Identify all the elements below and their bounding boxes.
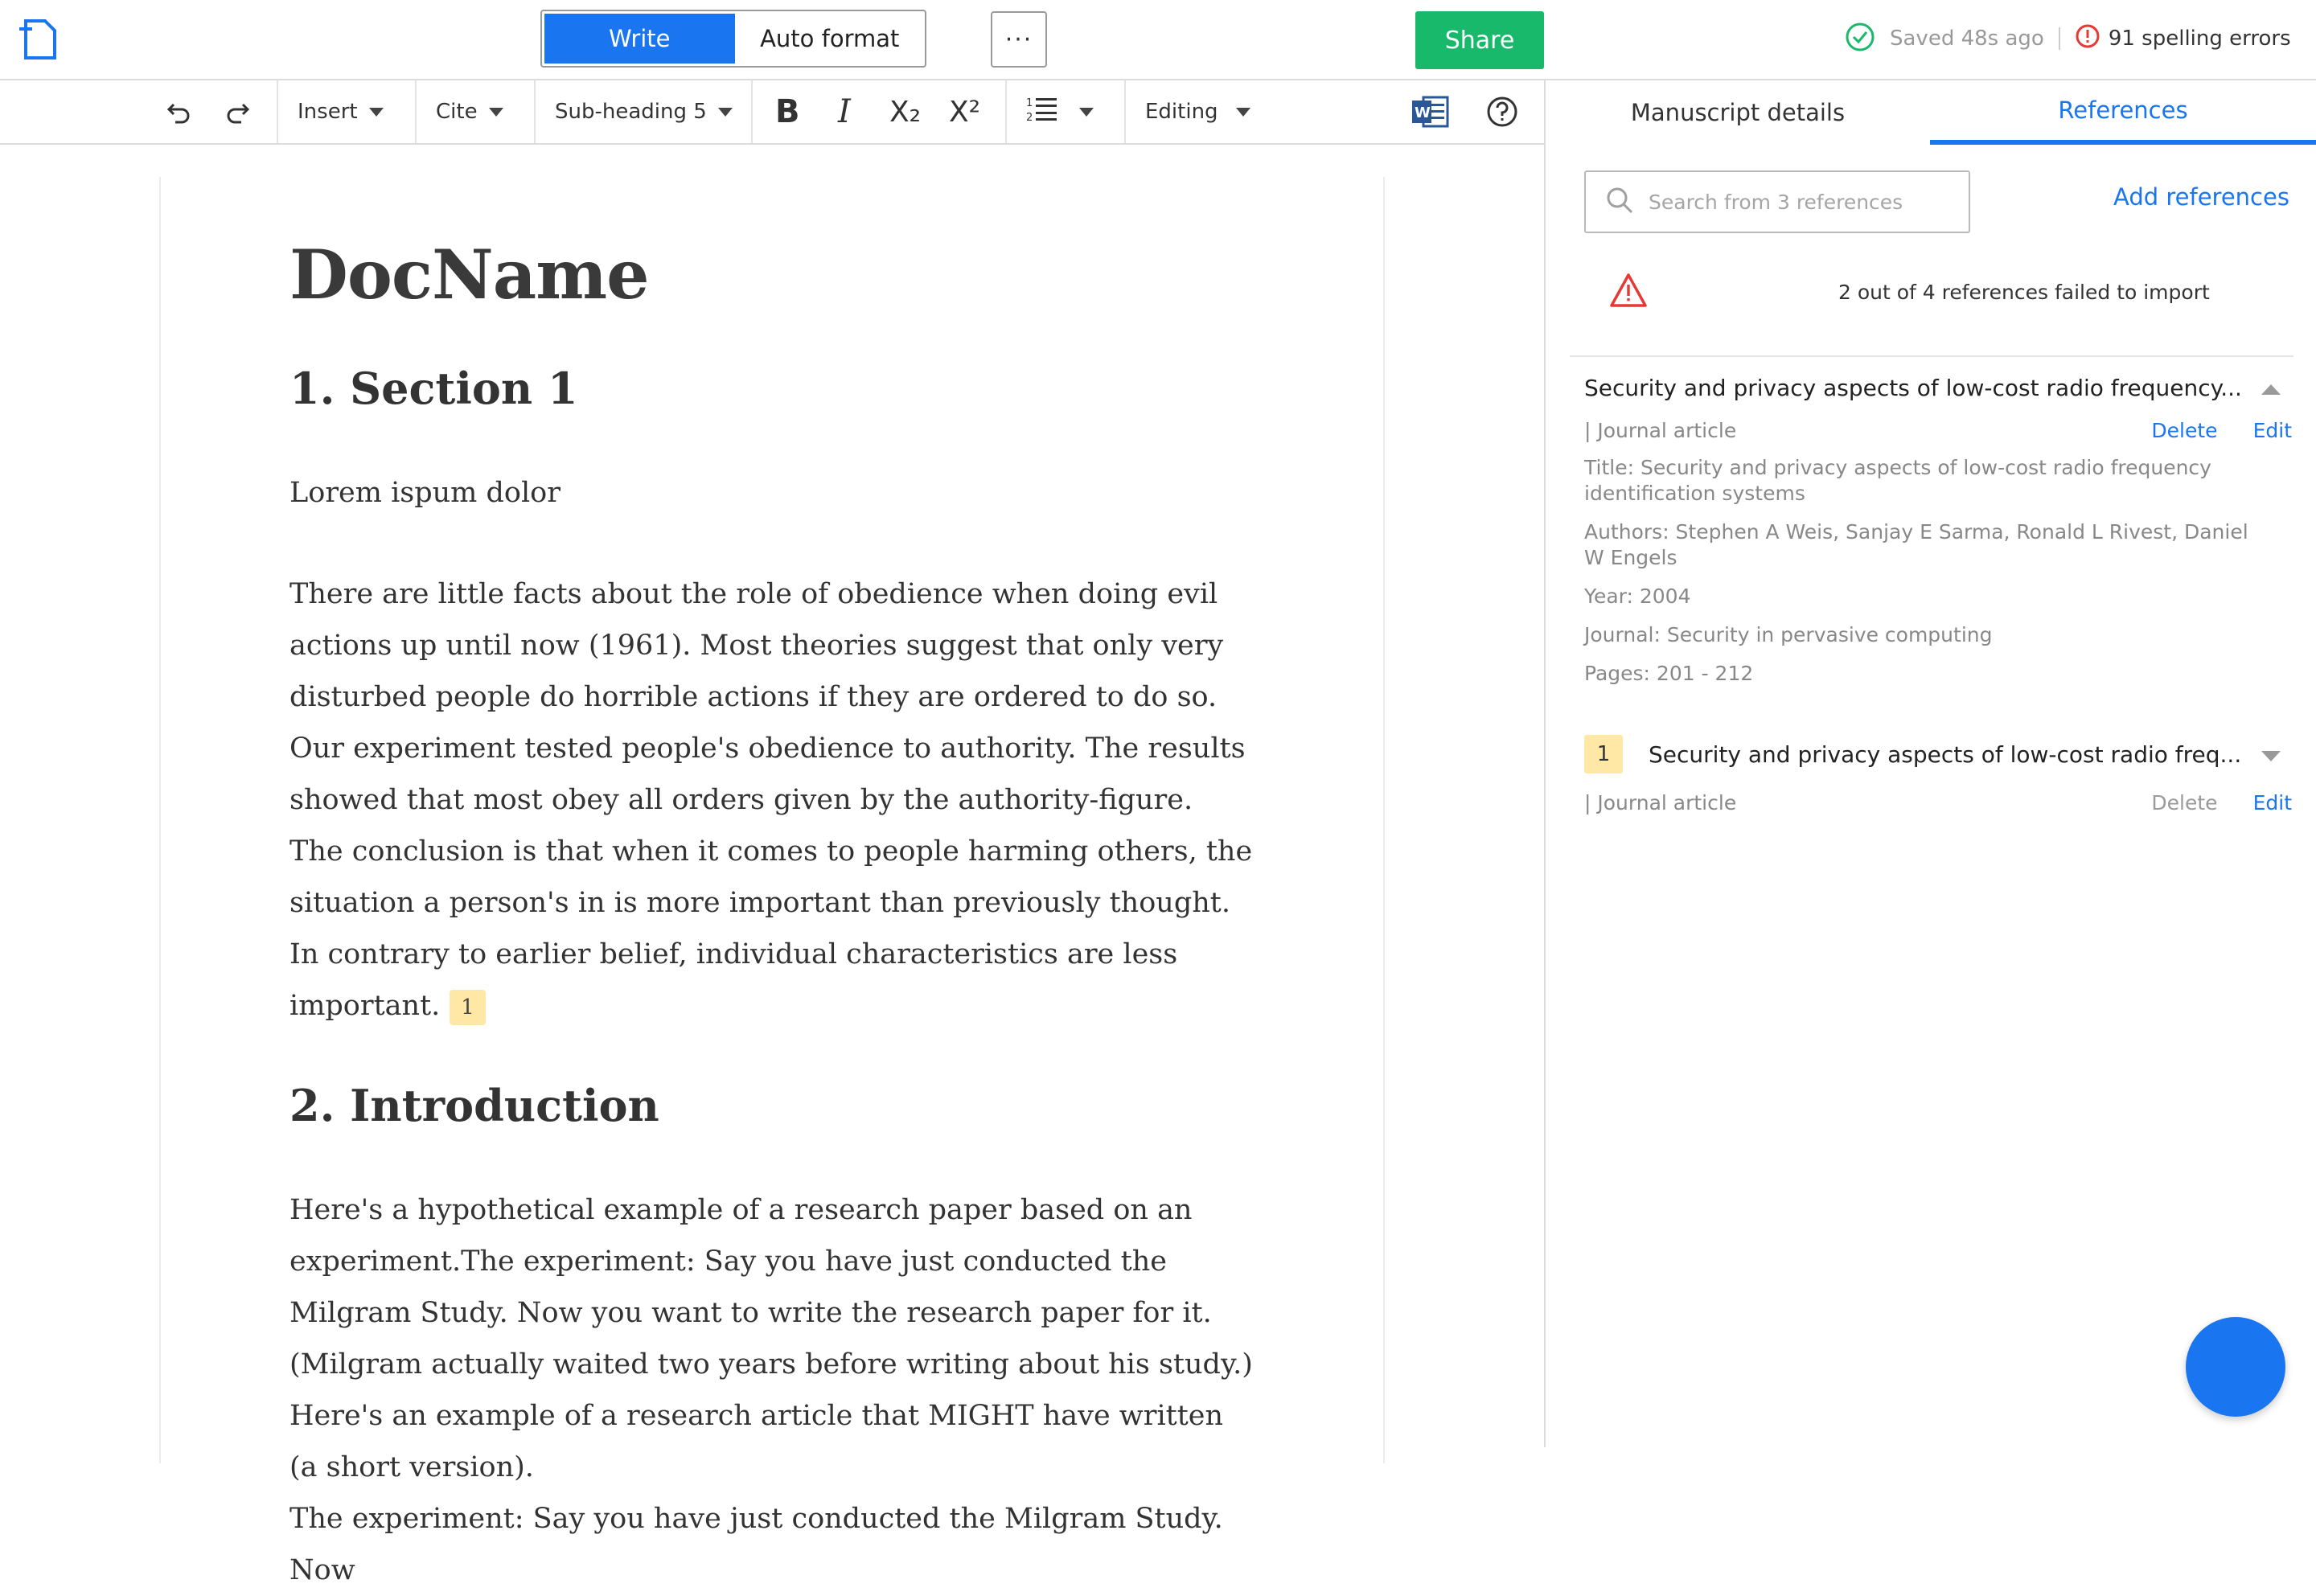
- paragraph-with-citation[interactable]: [290, 723, 1254, 1032]
- paragraph[interactable]: The experiment: Say you have just conducted the Milgram Study. Now: [290, 1503, 1223, 1586]
- toolbar-divider: [277, 80, 278, 143]
- reference-number-badge: 1: [1584, 735, 1623, 773]
- document-body[interactable]: [290, 235, 1254, 1596]
- search-icon: [1605, 186, 1634, 218]
- cite-dropdown[interactable]: [436, 80, 503, 143]
- numbered-list-icon: [1026, 95, 1058, 129]
- spelling-errors-text: 91 spelling errors: [2108, 27, 2291, 51]
- reference-search-field[interactable]: [1584, 170, 1970, 233]
- chevron-down-icon: [1236, 108, 1250, 117]
- edit-reference-button[interactable]: Edit: [2252, 791, 2292, 814]
- chevron-down-icon: [369, 108, 384, 117]
- error-info-icon: [2075, 23, 2100, 55]
- document-title[interactable]: DocName: [290, 235, 649, 314]
- section-heading[interactable]: 1. Section 1: [290, 363, 578, 414]
- editing-mode-dropdown[interactable]: [1145, 80, 1250, 143]
- reference-item-expanded[interactable]: [1584, 375, 2292, 687]
- reference-full-title: Title: Security and privacy aspects of low-cost radio frequency identification systems: [1584, 456, 2211, 505]
- heading-style-dropdown[interactable]: [555, 80, 733, 143]
- search-input[interactable]: [1647, 190, 1956, 215]
- insert-label: Insert: [298, 100, 358, 124]
- toolbar-divider: [1124, 80, 1126, 143]
- reference-journal: Journal: Security in pervasive computing: [1584, 623, 1993, 646]
- reference-authors: Authors: Stephen A Weis, Sanjay E Sarma, Ronald L Rivest, Daniel W Engels: [1584, 520, 2248, 569]
- tab-references[interactable]: References: [1930, 80, 2316, 145]
- numbered-list-dropdown[interactable]: [1026, 80, 1094, 143]
- auto-format-mode-button[interactable]: Auto format: [760, 25, 900, 52]
- page-edge: [159, 177, 161, 1463]
- toolbar-divider: [751, 80, 753, 143]
- heading-style-label: Sub-heading 5: [555, 100, 707, 124]
- share-button[interactable]: Share: [1415, 11, 1544, 69]
- paragraph-text[interactable]: Our experiment tested people's obedience to authority. The results showed that most obey all orders given by the authority-figure. The conclusion is that when it comes to people harming others, the situation a person's in is more important than previously thought. In contrary to earlier belief, individual characteristics are less important.: [290, 732, 1253, 1022]
- reference-year: Year: 2004: [1584, 585, 1691, 608]
- app-logo-icon[interactable]: [18, 18, 63, 63]
- reference-title[interactable]: Security and privacy aspects of low-cost radio freq...: [1649, 741, 2242, 768]
- editing-mode-label: Editing: [1145, 100, 1218, 124]
- reference-item-collapsed[interactable]: [1584, 735, 2292, 814]
- cite-label: Cite: [436, 100, 478, 124]
- delete-reference-button[interactable]: Delete: [2151, 791, 2218, 814]
- import-warning: [1610, 272, 2293, 312]
- toolbar-divider: [1005, 80, 1007, 143]
- svg-text:2: 2: [1026, 111, 1033, 124]
- floating-action-button[interactable]: [2186, 1317, 2285, 1417]
- editor-toolbar: [0, 80, 1544, 145]
- mode-toggle: [540, 10, 926, 68]
- import-warning-text: 2 out of 4 references failed to import: [1838, 280, 2210, 304]
- paragraph[interactable]: There are little facts about the role of obedience when doing evil actions up until now (1961). Most theories suggest that only very disturbed people do horrible actions if they are ordered to do so.: [290, 578, 1224, 713]
- italic-button[interactable]: I: [838, 93, 851, 130]
- reference-title[interactable]: Security and privacy aspects of low-cost radio frequency...: [1584, 375, 2242, 401]
- panel-tabs: [1546, 80, 2316, 145]
- saved-check-icon: [1845, 22, 1875, 55]
- top-bar: [0, 0, 2316, 80]
- insert-dropdown[interactable]: [298, 80, 384, 143]
- paragraph[interactable]: Here's a hypothetical example of a research paper based on an experiment.The experiment: Say you have just conducted the Milgram Study. Now you want to write the research paper for it. (Milgram actually waited two years before writing about his study.) Here's an example of a research article that MIGHT have written (a short version).: [290, 1194, 1253, 1483]
- warning-triangle-icon: [1610, 273, 1647, 311]
- status-divider: [2059, 27, 2060, 50]
- toolbar-divider: [534, 80, 536, 143]
- undo-icon[interactable]: [166, 80, 193, 143]
- save-status: [1845, 21, 2291, 56]
- subscript-button[interactable]: X₂: [889, 95, 922, 129]
- write-mode-button[interactable]: Write: [544, 14, 735, 64]
- chevron-down-icon: [718, 108, 733, 117]
- citation-marker[interactable]: 1: [450, 990, 486, 1025]
- add-references-link[interactable]: Add references: [2113, 183, 2289, 211]
- saved-status-text: Saved 48s ago: [1890, 27, 2044, 51]
- bold-button[interactable]: B: [775, 93, 800, 130]
- references-panel: [1544, 80, 2316, 1447]
- chevron-down-icon: [489, 108, 503, 117]
- collapse-chevron-up-icon[interactable]: [2261, 384, 2281, 395]
- word-export-icon[interactable]: [1412, 80, 1449, 143]
- section-heading[interactable]: 2. Introduction: [290, 1080, 659, 1131]
- reference-type: | Journal article: [1584, 791, 1737, 814]
- chevron-down-icon: [1079, 108, 1094, 117]
- delete-reference-button[interactable]: Delete: [2151, 419, 2218, 442]
- superscript-button[interactable]: X²: [949, 95, 981, 129]
- paragraph[interactable]: Lorem ispum dolor: [290, 477, 561, 509]
- page-edge: [1383, 177, 1385, 1463]
- svg-text:W: W: [1415, 105, 1431, 121]
- editor-area[interactable]: [0, 145, 1544, 1586]
- expand-chevron-down-icon[interactable]: [2261, 751, 2281, 761]
- reference-type: | Journal article: [1584, 419, 1737, 442]
- toolbar-divider: [415, 80, 417, 143]
- spelling-errors-indicator[interactable]: [2075, 23, 2291, 55]
- svg-text:1: 1: [1026, 96, 1033, 109]
- help-icon[interactable]: [1486, 80, 1518, 143]
- reference-pages: Pages: 201 - 212: [1584, 662, 1754, 685]
- redo-icon[interactable]: [224, 80, 251, 143]
- panel-divider: [1570, 355, 2293, 357]
- tab-manuscript-details[interactable]: Manuscript details: [1630, 99, 1846, 126]
- edit-reference-button[interactable]: Edit: [2252, 419, 2292, 442]
- more-options-button[interactable]: ···: [991, 11, 1047, 68]
